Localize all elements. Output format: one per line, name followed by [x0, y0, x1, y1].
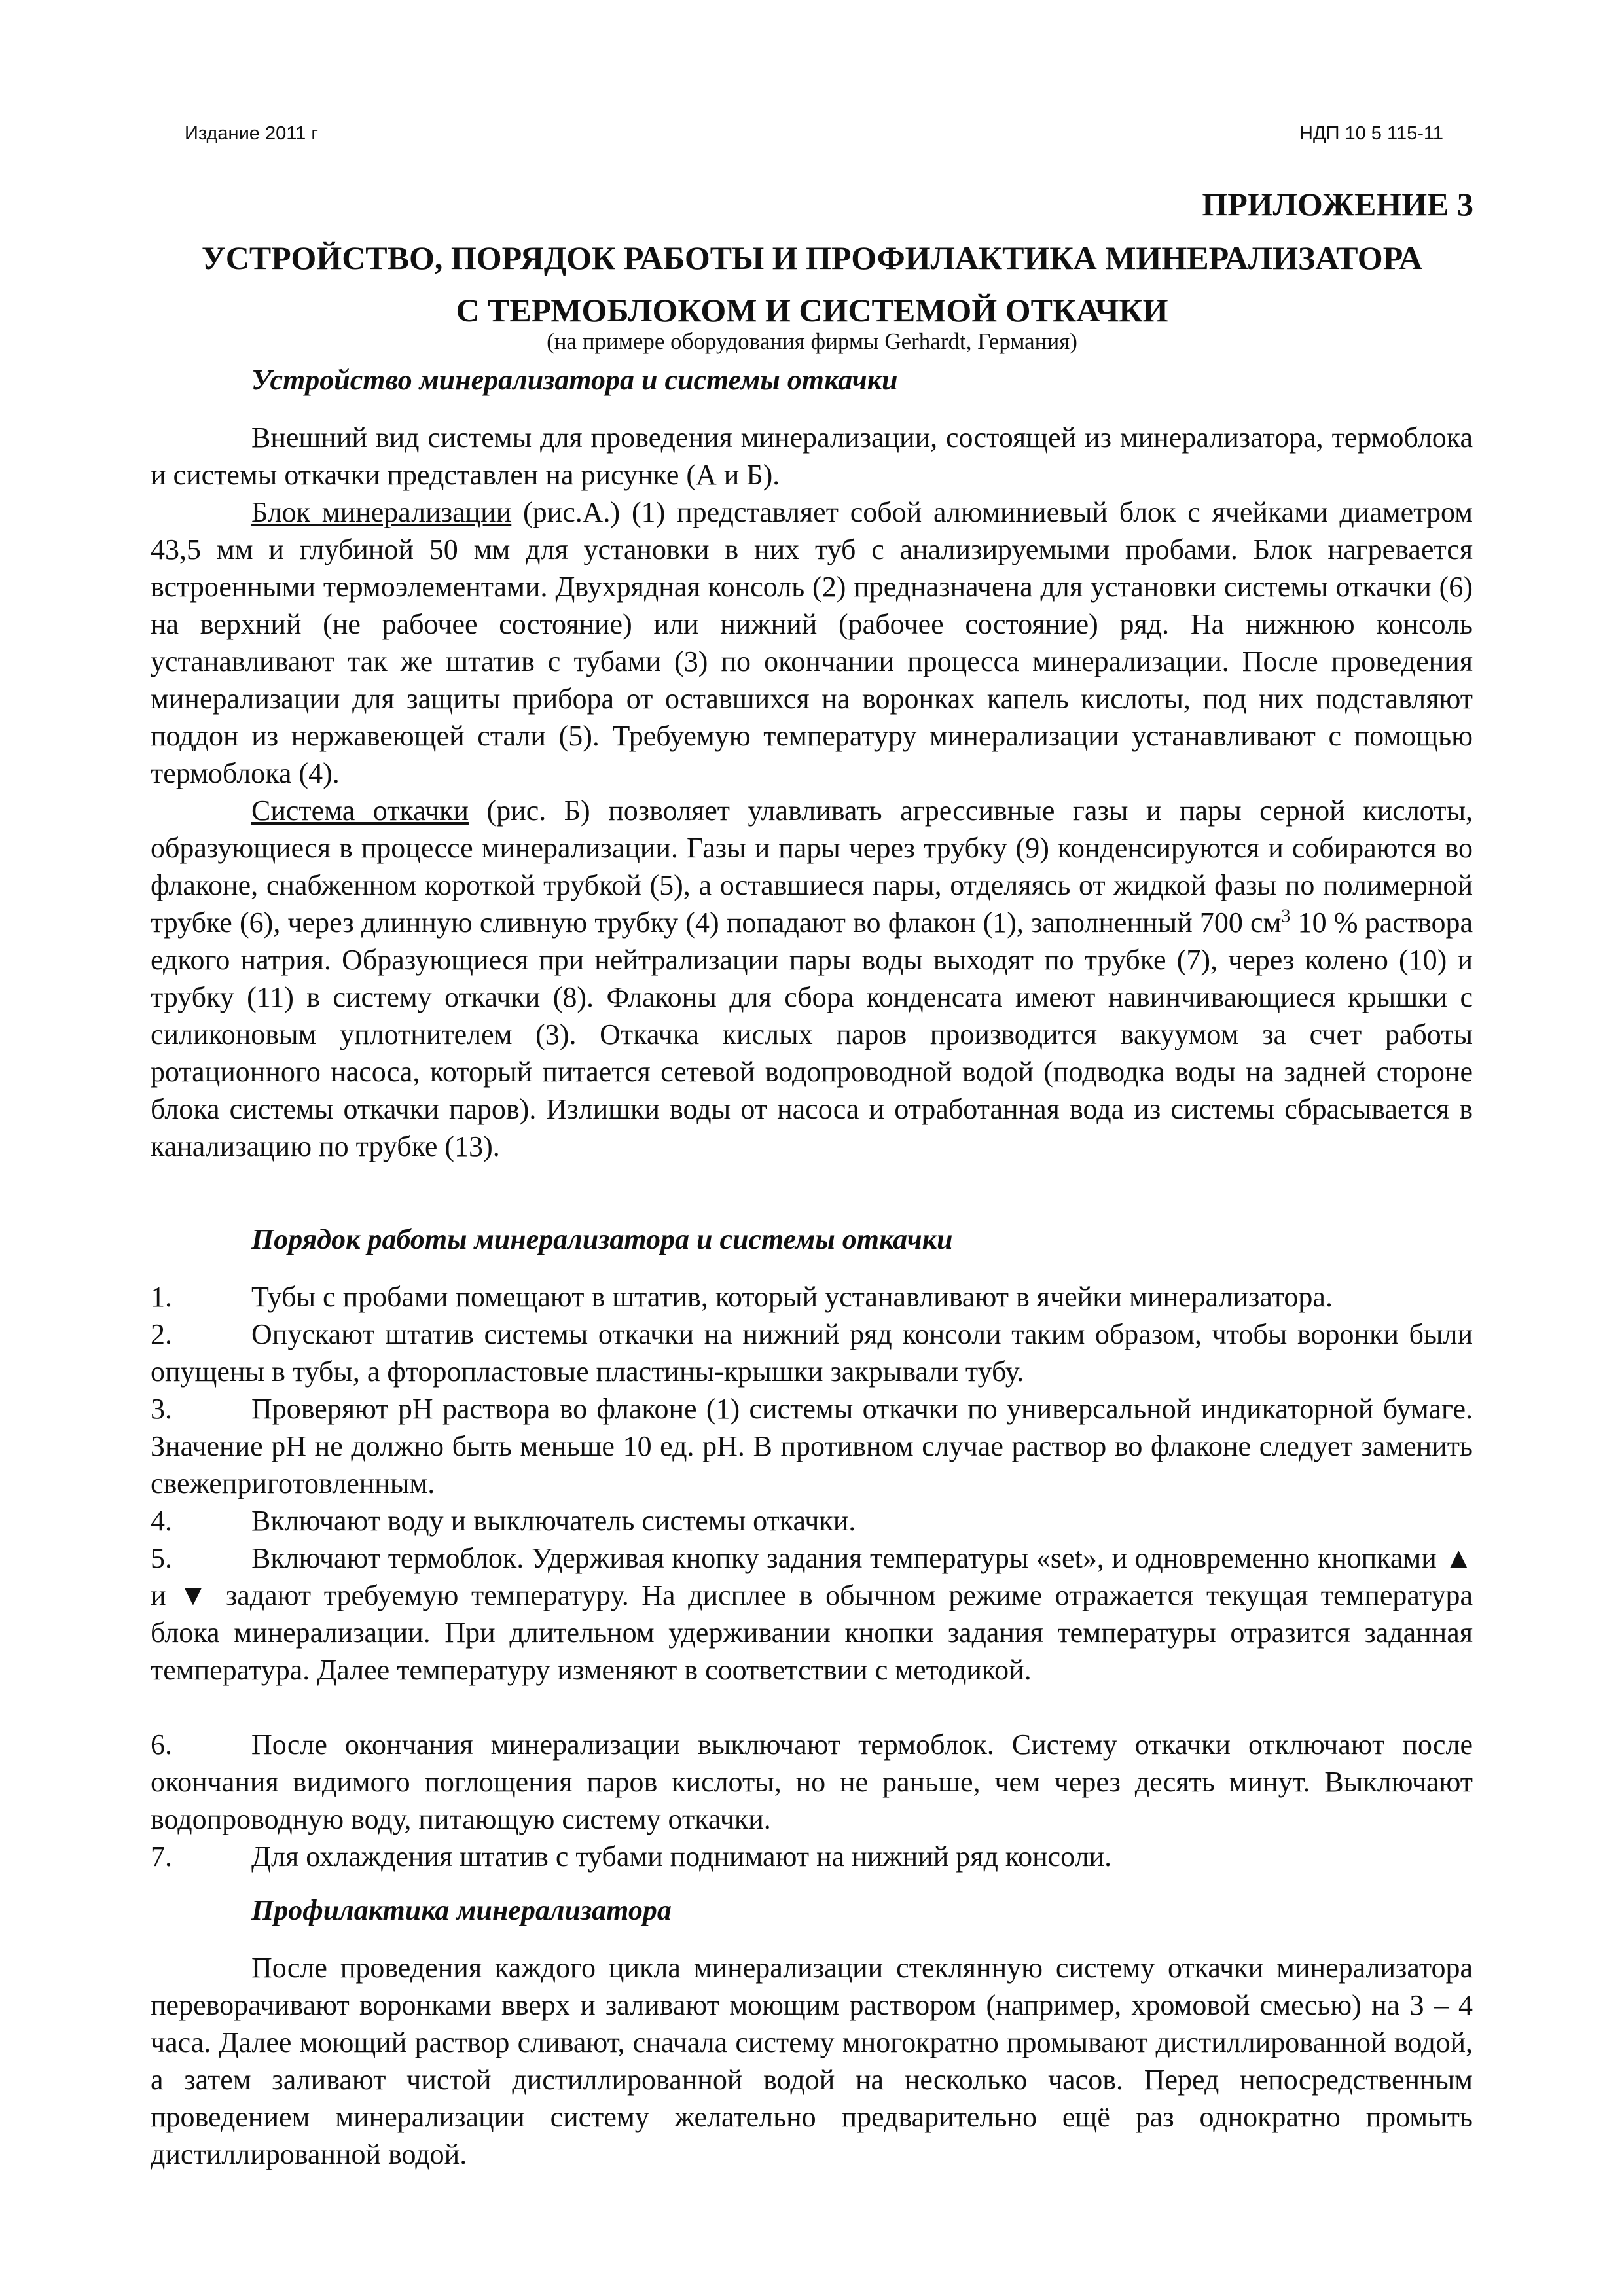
term-mineralization-block: Блок минерализации	[251, 496, 512, 528]
list-item	[151, 1316, 1473, 1390]
paragraph	[151, 792, 1473, 1165]
edition-label: Издание 2011 г	[185, 123, 318, 144]
list-item-text: Включают термоблок. Удерживая кнопку задания температуры «set», и одновременно кнопками ▲ и ▼ задают требуемую температуру. На дисплее в обычном режиме отражается текущая температура блока минерализации. При длительном удерживании кнопки задания температуры отразится заданная температура. Далее температуру изменяют в соответствии с методикой.	[151, 1542, 1473, 1686]
list-item-number: 1.	[151, 1281, 172, 1313]
list-item-number: 2.	[151, 1318, 172, 1350]
list-item-number: 6.	[151, 1729, 172, 1761]
list-item	[151, 1502, 1473, 1539]
list-item-number: 5.	[151, 1542, 172, 1574]
list-item	[151, 1390, 1473, 1502]
list-item-text: Для охлаждения штатив с тубами поднимают на нижний ряд консоли.	[251, 1840, 1112, 1873]
document-title-line-1: УСТРОЙСТВО, ПОРЯДОК РАБОТЫ И ПРОФИЛАКТИКА МИНЕРАЛИЗАТОРА	[202, 240, 1422, 276]
paragraph-text: (рис. Б) позволяет улавливать агрессивные газы и пары серной кислоты, образующиеся в процессе минерализации. Газы и пары через трубку (9) конденсируются и собираются во флаконе, снабженном короткой трубкой (5), а оставшиеся пары, отделяясь от жидкой фазы по полимерной трубке (6), через длинную сливную трубку (4) попадают во флакон (1), заполненный 700 см	[151, 795, 1473, 939]
section-heading-operation: Порядок работы минерализатора и системы откачки	[251, 1223, 953, 1255]
list-item-text: Опускают штатив системы откачки на нижний ряд консоли таким образом, чтобы воронки были опущены в тубы, а фторопластовые пластины-крышки закрывали тубу.	[151, 1318, 1473, 1388]
list-item-number: 3.	[151, 1393, 172, 1425]
list-item-text: Тубы с пробами помещают в штатив, который устанавливают в ячейки минерализатора.	[251, 1281, 1333, 1313]
paragraph-text: (рис.А.) (1) представляет собой алюминиевый блок с ячейками диаметром 43,5 мм и глубиной 50 мм для установки в них туб с анализируемыми пробами. Блок нагревается встроенными термоэлементами. Двухрядная консоль (2) предназначена для установки системы откачки (6) на верхний (не рабочее состояние) или нижний (рабочее состояние) ряд. На нижнюю консоль устанавливают так же штатив с тубами (3) по окончании процесса минерализации. После проведения минерализации для защиты прибора от оставшихся на воронках капель кислоты, под них подставляют поддон из нержавеющей стали (5). Требуемую температуру минерализации устанавливают с помощью термоблока (4).	[151, 496, 1473, 789]
paragraph	[151, 493, 1473, 792]
document-code: НДП 10 5 115-11	[1299, 123, 1443, 144]
superscript: 3	[1281, 906, 1291, 927]
title-note: (на примере оборудования фирмы Gerhardt, Германия)	[547, 329, 1077, 354]
paragraph: После проведения каждого цикла минерализации стеклянную систему откачки минерализатора переворачивают воронками вверх и заливают моющим раствором (например, хромовой смесью) на 3 – 4 часа. Далее моющий раствор сливают, сначала систему многократно промывают дистиллированной водой, а затем заливают чистой дистиллированной водой на несколько часов. Перед непосредственным проведением минерализации систему желательно предварительно ещё раз однократно промыть дистиллированной водой.	[151, 1952, 1473, 2170]
list-item	[151, 1726, 1473, 1838]
list-item-number: 7.	[151, 1840, 172, 1873]
term-exhaust-system: Система откачки	[251, 795, 469, 827]
appendix-label: ПРИЛОЖЕНИЕ 3	[1202, 186, 1473, 223]
paragraph-text: 10 % раствора едкого натрия. Образующиеся при нейтрализации пары воды выходят по трубке (7), через колено (10) и трубку (11) в систему откачки (8). Флаконы для сбора конденсата имеют навинчивающиеся крышки с силиконовым уплотнителем (3). Откачка кислых паров производится вакуумом за счет работы ротационного насоса, который питается сетевой водопроводной водой (подводка воды на задней стороне блока системы откачки паров). Излишки воды от насоса и отработанная вода из системы сбрасывается в канализацию по трубке (13).	[151, 906, 1473, 1162]
section-heading-device: Устройство минерализатора и системы откачки	[251, 364, 898, 396]
list-item-text: Включают воду и выключатель системы откачки.	[251, 1505, 856, 1537]
list-item	[151, 1539, 1473, 1689]
paragraph: Внешний вид системы для проведения минерализации, состоящей из минерализатора, термоблока и системы откачки представлен на рисунке (А и Б).	[151, 422, 1473, 491]
document-title-line-2: С ТЕРМОБЛОКОМ И СИСТЕМОЙ ОТКАЧКИ	[456, 292, 1168, 329]
list-item-text: После окончания минерализации выключают термоблок. Систему откачки отключают после окончания видимого поглощения паров кислоты, но не раньше, чем через десять минут. Выключают водопроводную воду, питающую систему откачки.	[151, 1729, 1473, 1835]
section-heading-maintenance: Профилактика минерализатора	[251, 1894, 672, 1926]
list-item	[151, 1278, 1473, 1316]
list-item-number: 4.	[151, 1505, 172, 1537]
list-item	[151, 1838, 1473, 1875]
list-item-text: Проверяют pH раствора во флаконе (1) системы откачки по универсальной индикаторной бумаге. Значение pH не должно быть меньше 10 ед. pH. В противном случае раствор во флаконе следует заменить свежеприготовленным.	[151, 1393, 1473, 1499]
